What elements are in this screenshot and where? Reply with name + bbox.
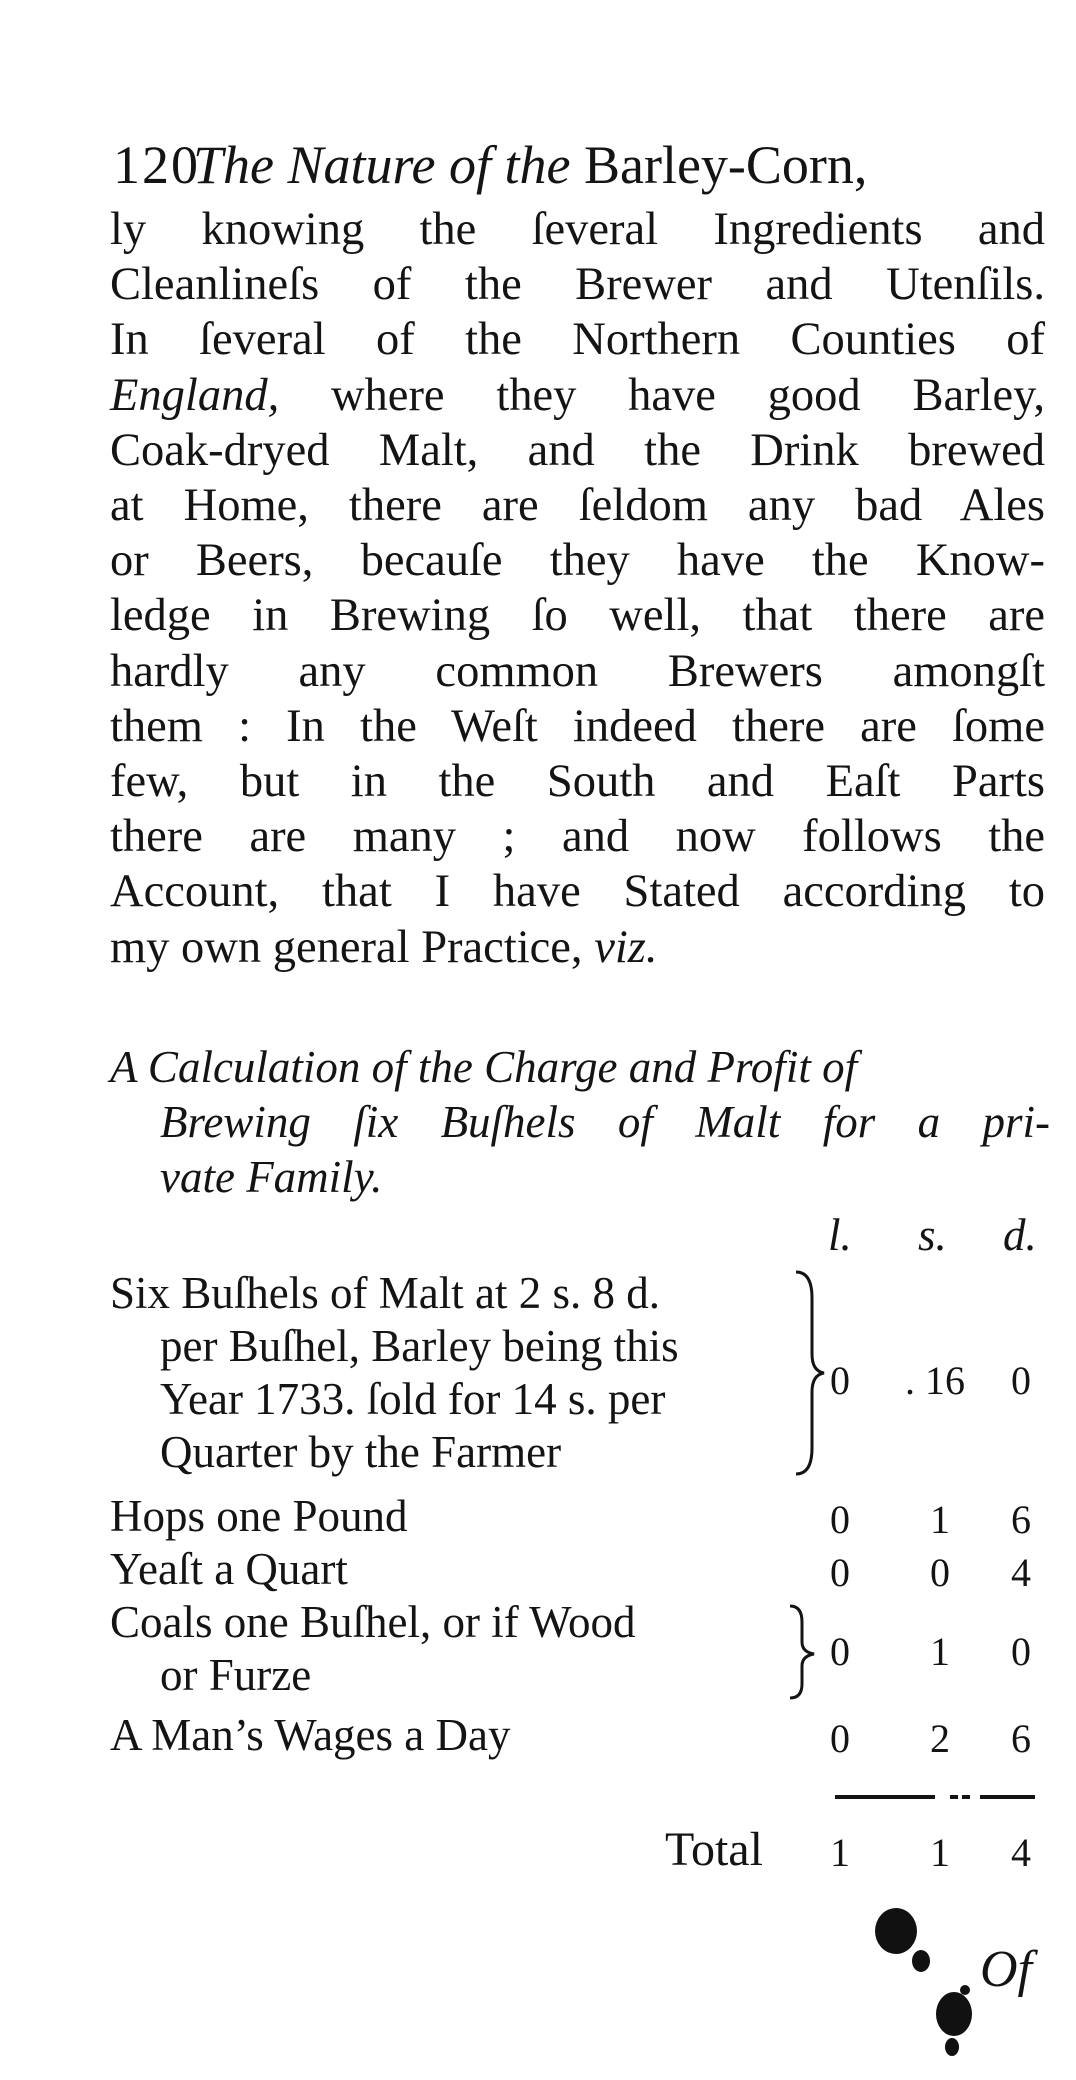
account-line: Quarter by the Farmer bbox=[160, 1427, 562, 1477]
total-pence: 4 bbox=[1011, 1830, 1031, 1875]
account-line: per Buſhel, Barley being this bbox=[160, 1321, 679, 1371]
ink-blot bbox=[945, 2038, 959, 2056]
account-coals bbox=[110, 1596, 830, 1702]
running-header bbox=[113, 130, 1043, 200]
malt-pounds: 0 bbox=[830, 1358, 850, 1403]
yeast-pence: 4 bbox=[1011, 1550, 1031, 1595]
calc-heading-line: vate Family. bbox=[160, 1152, 383, 1202]
page-number: 120 bbox=[113, 135, 200, 195]
hops-pounds: 0 bbox=[830, 1497, 850, 1542]
malt-pence: 0 bbox=[1011, 1358, 1031, 1403]
account-hops bbox=[110, 1490, 830, 1543]
account-yeast bbox=[110, 1543, 830, 1596]
body-line: my own general Practice, viz. bbox=[110, 921, 658, 973]
ink-blot bbox=[875, 1908, 917, 1954]
catchword: Of bbox=[980, 1941, 1032, 1998]
hops-pence: 6 bbox=[1011, 1497, 1031, 1542]
calculation-heading bbox=[110, 1040, 1050, 1205]
body-paragraph bbox=[110, 202, 1045, 975]
total-shillings: 1 bbox=[930, 1830, 950, 1875]
body-line: few, but in the South and Eaſt Parts bbox=[110, 756, 1045, 808]
column-shillings-header: s. bbox=[918, 1210, 947, 1260]
account-line: Six Buſhels of Malt at 2 s. 8 d. bbox=[110, 1268, 660, 1318]
body-line: Coak-dryed Malt, and the Drink brewed bbox=[110, 424, 1045, 476]
hops-shillings: 1 bbox=[930, 1497, 950, 1542]
account-line: or Furze bbox=[160, 1650, 312, 1700]
body-line: In ſeveral of the Northern Counties of bbox=[110, 314, 1045, 366]
running-title bbox=[193, 130, 867, 200]
body-line: there are many ; and now follows the bbox=[110, 811, 1045, 863]
column-pence-header: d. bbox=[1003, 1210, 1037, 1260]
body-line: at Home, there are ſeldom any bad Ales bbox=[110, 480, 1045, 532]
column-pounds-header: l. bbox=[828, 1210, 852, 1260]
total-rule bbox=[835, 1795, 935, 1799]
body-line: ly knowing the ſeveral Ingredients and bbox=[110, 204, 1045, 255]
coals-pence: 0 bbox=[1011, 1629, 1031, 1674]
body-line: Cleanlineſs of the Brewer and Utenſils. bbox=[110, 259, 1045, 311]
ink-blot bbox=[936, 1992, 972, 2036]
coals-shillings: 1 bbox=[930, 1629, 950, 1674]
total-pounds: 1 bbox=[830, 1830, 850, 1875]
yeast-shillings: 0 bbox=[930, 1550, 950, 1595]
account-line: Hops one Pound bbox=[110, 1491, 408, 1541]
body-line: them : In the Weſt indeed there are ſome bbox=[110, 700, 1045, 752]
account-line: Year 1733. ſold for 14 s. per bbox=[160, 1374, 666, 1424]
running-title-italic: The Nature of the bbox=[193, 135, 571, 195]
body-line: hardly any common Brewers amongſt bbox=[110, 645, 1045, 697]
account-wages bbox=[110, 1709, 830, 1762]
wages-pounds: 0 bbox=[830, 1716, 850, 1761]
calc-heading-line: A Calculation of the Charge and Profit of bbox=[110, 1042, 858, 1092]
italic-place-name: England, bbox=[110, 369, 280, 421]
account-line: Coals one Buſhel, or if Wood bbox=[110, 1597, 636, 1647]
body-line: England, where they have good Barley, bbox=[110, 369, 1046, 421]
body-line: Account, that I have Stated according to bbox=[110, 866, 1045, 918]
wages-shillings: 2 bbox=[930, 1716, 950, 1761]
calc-heading-line: Brewing ſix Buſhels of Malt for a pri- bbox=[160, 1097, 1050, 1147]
malt-shillings: . 16 bbox=[905, 1358, 965, 1403]
account-malt bbox=[110, 1267, 830, 1479]
body-line: or Beers, becauſe they have the Know- bbox=[110, 535, 1045, 587]
running-title-roman: Barley-Corn, bbox=[583, 135, 868, 195]
account-line: Yeaſt a Quart bbox=[110, 1544, 348, 1594]
italic-viz: viz. bbox=[594, 921, 658, 973]
total-rule bbox=[950, 1795, 970, 1799]
wages-pence: 6 bbox=[1011, 1716, 1031, 1761]
coals-pounds: 0 bbox=[830, 1629, 850, 1674]
ink-blot bbox=[912, 1950, 930, 1972]
yeast-pounds: 0 bbox=[830, 1550, 850, 1595]
ink-blot bbox=[960, 1985, 970, 1995]
total-label: Total bbox=[665, 1823, 763, 1876]
total-rule bbox=[980, 1795, 1035, 1799]
body-line: ledge in Brewing ſo well, that there are bbox=[110, 590, 1045, 642]
account-line: A Man’s Wages a Day bbox=[110, 1710, 511, 1760]
